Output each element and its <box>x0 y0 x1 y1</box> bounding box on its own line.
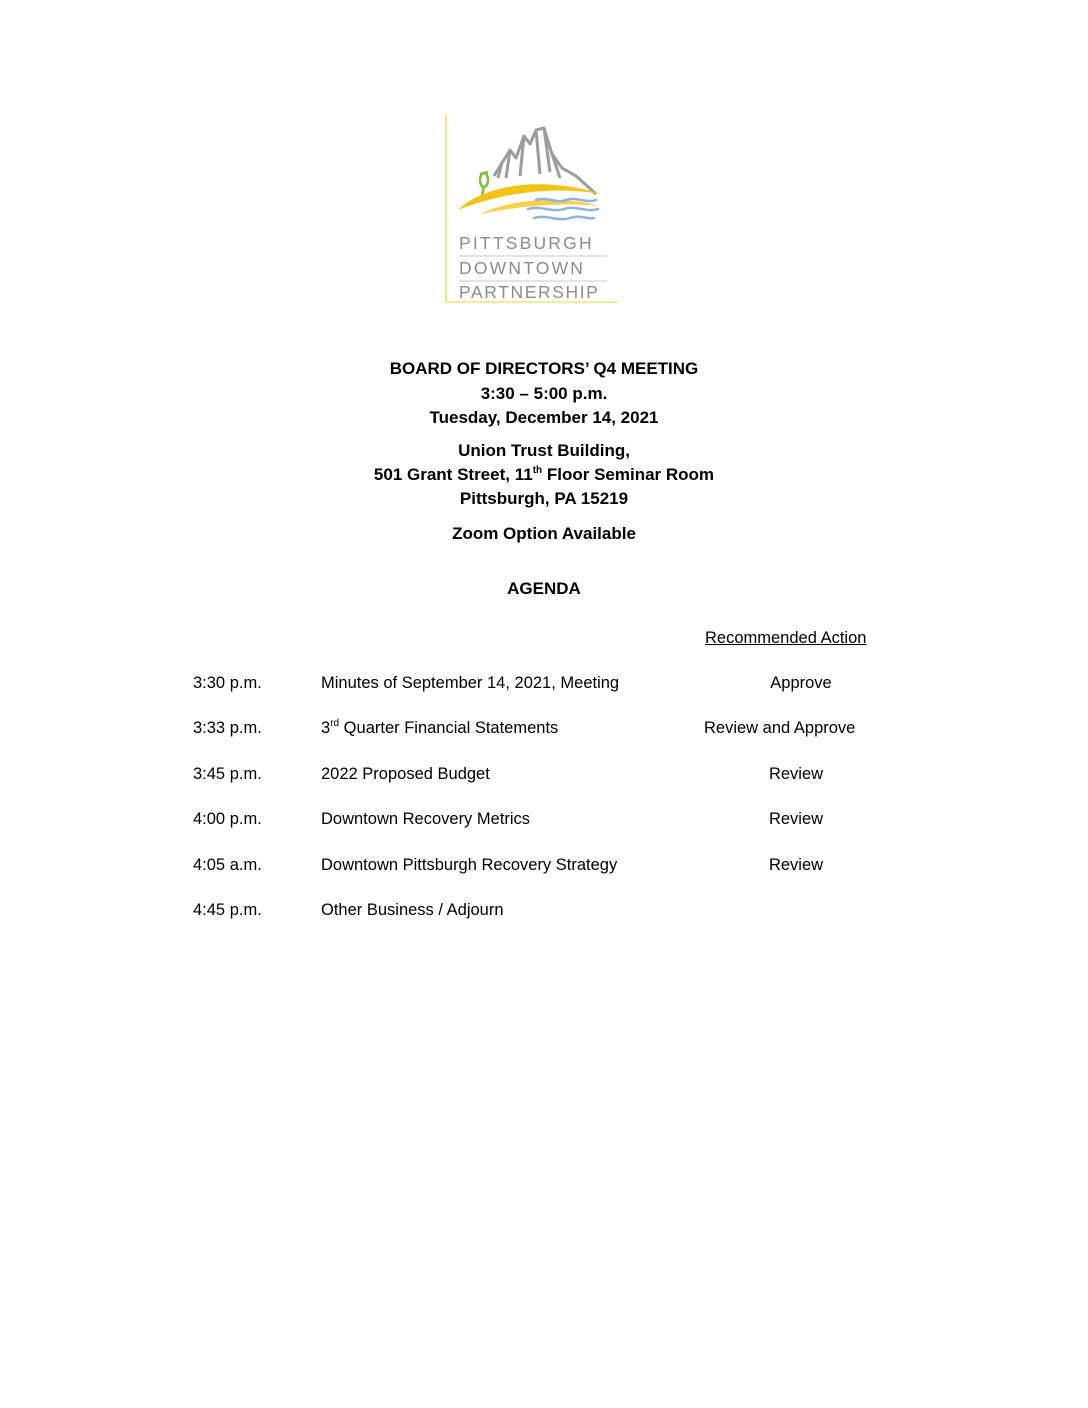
pittsburgh-downtown-partnership-logo <box>444 114 620 304</box>
agenda-item: Downtown Pittsburgh Recovery Strategy <box>321 856 618 874</box>
agenda-row <box>0 717 1088 739</box>
agenda-row <box>0 899 1088 921</box>
agenda-action: Approve <box>770 674 832 692</box>
meeting-address <box>0 464 1088 486</box>
agenda-time: 4:00 p.m. <box>193 810 262 828</box>
tree-icon <box>480 172 488 196</box>
agenda-time: 3:33 p.m. <box>193 719 262 737</box>
agenda-time: 3:30 p.m. <box>193 674 262 692</box>
agenda-action: Review <box>768 856 824 874</box>
address-superscript: th <box>532 465 543 476</box>
agenda-row <box>0 854 1088 876</box>
agenda-time: 4:45 p.m. <box>193 901 262 919</box>
agenda-action: Review and Approve <box>704 719 856 737</box>
agenda-item: Other Business / Adjourn <box>321 901 504 919</box>
agenda-heading: AGENDA <box>507 579 581 598</box>
recommended-action-header: Recommended Action <box>705 629 867 647</box>
meeting-time: 3:30 – 5:00 p.m. <box>480 384 608 403</box>
yellow-swoosh-lower <box>480 200 600 214</box>
meeting-city: Pittsburgh, PA 15219 <box>459 489 629 508</box>
logo-line-1: PITTSBURGH <box>459 233 594 253</box>
agenda-item-ordinal: 3 <box>321 719 331 737</box>
agenda-time: 4:05 a.m. <box>193 856 262 874</box>
skyline-icon <box>494 128 596 194</box>
agenda-item-superscript: rd <box>330 718 340 729</box>
logo-graphic <box>444 114 620 304</box>
agenda-row <box>0 808 1088 830</box>
agenda-item: Downtown Recovery Metrics <box>321 810 531 828</box>
meeting-date: Tuesday, December 14, 2021 <box>429 408 659 427</box>
logo-line-3: PARTNERSHIP <box>459 282 600 302</box>
meeting-building: Union Trust Building, <box>458 441 630 460</box>
agenda-action: Review <box>768 810 824 828</box>
address-prefix: 501 Grant Street, 11 <box>373 465 533 484</box>
agenda-item <box>321 717 558 739</box>
agenda-row <box>0 672 1088 694</box>
zoom-option: Zoom Option Available <box>452 524 636 543</box>
agenda-time: 3:45 p.m. <box>193 765 262 783</box>
agenda-action: Review <box>768 765 824 783</box>
logo-line-2: DOWNTOWN <box>459 258 586 278</box>
agenda-item: 2022 Proposed Budget <box>321 765 490 783</box>
agenda-item-text: Quarter Financial Statements <box>339 719 559 737</box>
meeting-title: BOARD OF DIRECTORS’ Q4 MEETING <box>389 359 699 378</box>
agenda-row <box>0 763 1088 785</box>
address-suffix: Floor Seminar Room <box>542 465 715 484</box>
agenda-item: Minutes of September 14, 2021, Meeting <box>321 674 620 692</box>
